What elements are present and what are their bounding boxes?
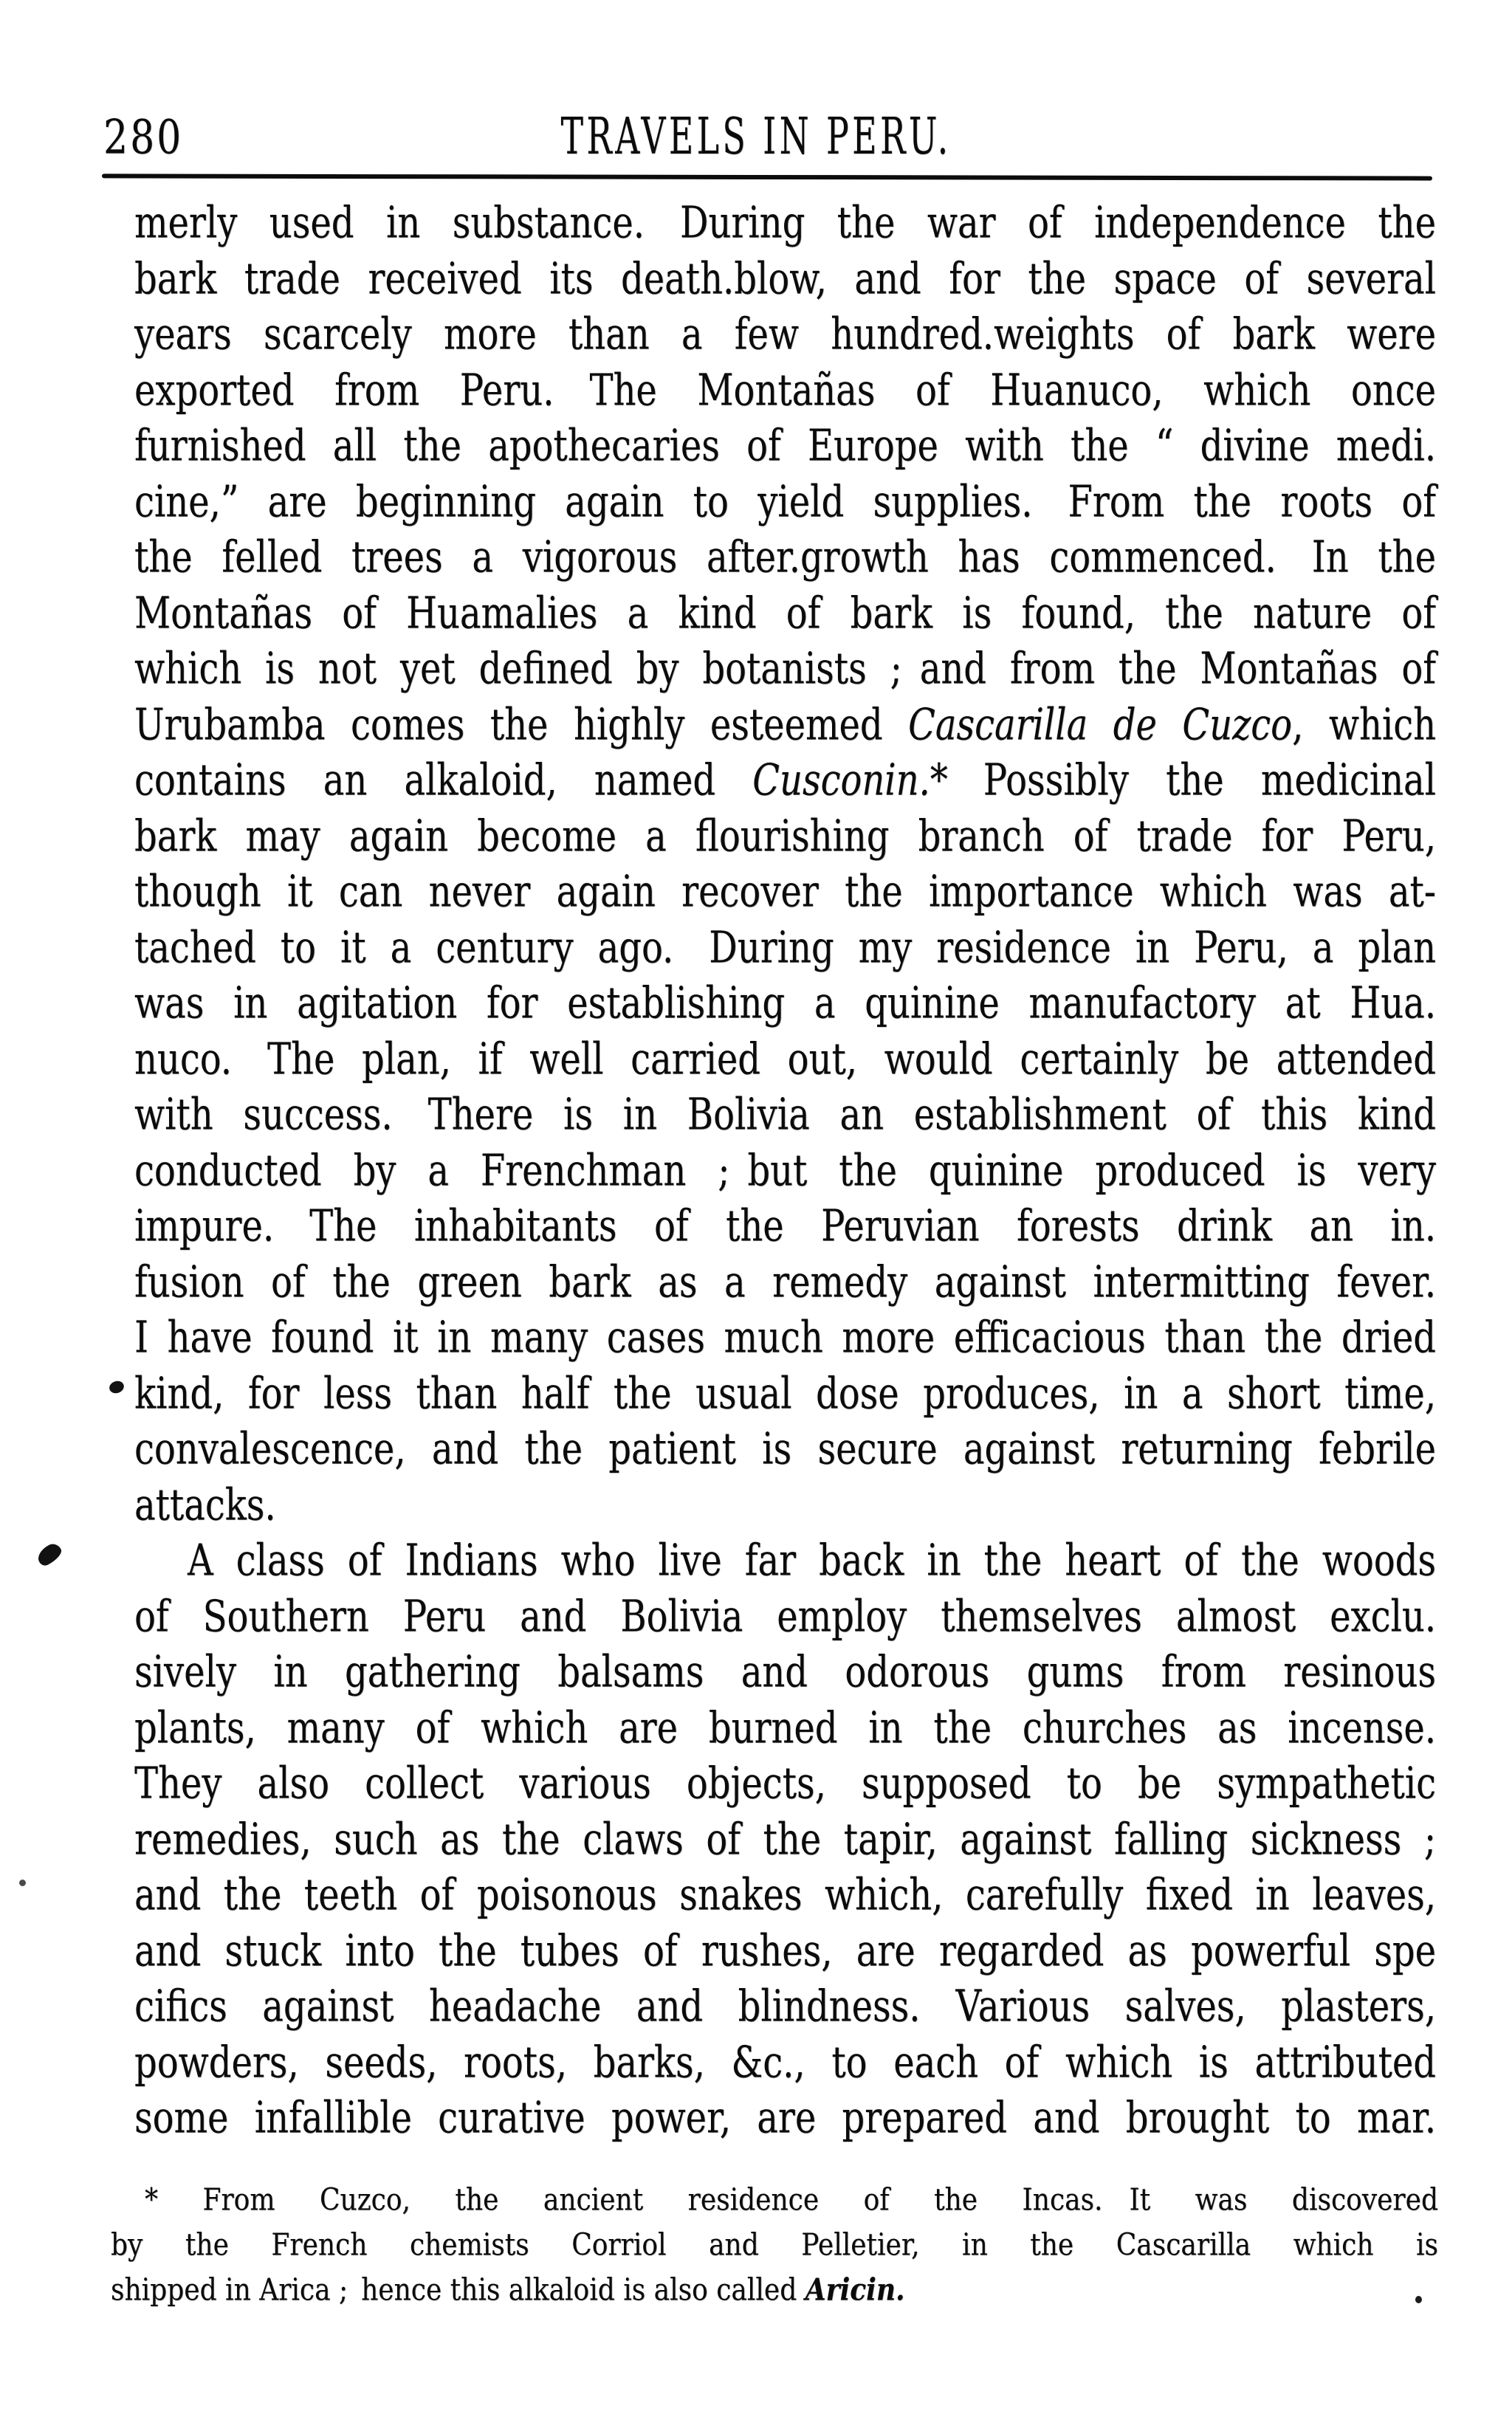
footnote	[111, 2178, 1438, 2313]
text-line: and the teeth of poisonous snakes which, carefully fixed in leaves,	[134, 1869, 1436, 1920]
text-line: cifics against headache and blindness. Various salves, plasters,	[134, 1981, 1436, 2032]
stray-period-ink-icon	[1415, 2296, 1422, 2303]
paragraph	[134, 1533, 1436, 2147]
text-line: the felled trees a vigorous after.growth has commenced. In the	[134, 532, 1436, 582]
text-line: remedies, such as the claws of the tapir, against falling sickness ;	[134, 1814, 1436, 1865]
text-line: by the French chemists Corriol and Pelletier, in the Cascarilla which is	[111, 2228, 1438, 2263]
text-line: I have found it in many cases much more efficacious than the dried	[134, 1312, 1436, 1363]
text-line: nuco. The plan, if well carried out, would certainly be attended	[134, 1034, 1436, 1084]
text-line: of Southern Peru and Bolivia employ themselves almost exclu.	[134, 1591, 1436, 1642]
comma-ink-blot-icon	[35, 1541, 65, 1567]
body-text	[134, 196, 1436, 2147]
running-title: TRAVELS IN PERU.	[560, 108, 952, 167]
text-line: years scarcely more than a few hundred.weights of bark were	[134, 309, 1436, 360]
text-line: and stuck into the tubes of rushes, are regarded as powerful spe	[134, 1925, 1436, 1976]
text-line: though it can never again recover the importance which was at-	[134, 866, 1436, 917]
text-line: cine,” are beginning again to yield supplies. From the roots of	[134, 476, 1436, 527]
text-line: furnished all the apothecaries of Europe with the “ divine medi.	[134, 420, 1436, 471]
text-line: convalescence, and the patient is secure against returning febrile	[134, 1423, 1436, 1474]
round-ink-blot-icon	[108, 1379, 126, 1395]
text-line: Montañas of Huamalies a kind of bark is found, the nature of	[134, 588, 1436, 639]
text-line: was in agitation for establishing a quinine manufactory at Hua.	[134, 977, 1436, 1028]
text-line: with success. There is in Bolivia an establishment of this kind	[134, 1089, 1436, 1140]
text-line: * From Cuzco, the ancient residence of the Incas. It was discovered	[145, 2183, 1438, 2218]
text-line: A class of Indians who live far back in the heart of the woods	[188, 1535, 1436, 1586]
header-rule	[102, 173, 1432, 180]
text-line: merly used in substance. During the war of independence the	[134, 197, 1436, 248]
text-line: Urubamba comes the highly esteemed Cascarilla de Cuzco, which	[134, 699, 1437, 750]
text-line: sively in gathering balsams and odorous gums from resinous	[134, 1646, 1436, 1697]
text-line: shipped in Arica ; hence this alkaloid is also called Aricin.	[111, 2272, 905, 2308]
text-line: They also collect various objects, supposed to be sympathetic	[134, 1758, 1436, 1809]
paragraph	[134, 196, 1436, 1533]
text-line: contains an alkaloid, named Cusconin.* Possibly the medicinal	[134, 754, 1436, 805]
text-line: some infallible curative power, are prepared and brought to mar.	[134, 2092, 1436, 2143]
text-line: bark may again become a flourishing branch of trade for Peru,	[134, 811, 1436, 862]
text-line: fusion of the green bark as a remedy against intermitting fever.	[134, 1256, 1436, 1307]
speck-ink-blot-icon	[19, 1880, 26, 1886]
text-line: exported from Peru. The Montañas of Huanuco, which once	[134, 365, 1436, 416]
text-line: tached to it a century ago. During my residence in Peru, a plan	[134, 922, 1436, 973]
text-line: powders, seeds, roots, barks, &c., to each of which is attributed	[134, 2037, 1436, 2088]
text-line: plants, many of which are burned in the churches as incense.	[134, 1702, 1436, 1753]
text-line: impure. The inhabitants of the Peruvian forests drink an in.	[134, 1200, 1436, 1251]
text-line: bark trade received its death.blow, and for the space of several	[134, 253, 1436, 304]
text-line: attacks.	[134, 1479, 276, 1530]
page-number: 280	[103, 111, 184, 165]
text-line: kind, for less than half the usual dose produces, in a short time,	[134, 1368, 1436, 1419]
text-line: conducted by a Frenchman ; but the quinine produced is very	[134, 1145, 1436, 1196]
text-line: which is not yet defined by botanists ; and from the Montañas of	[134, 643, 1436, 694]
